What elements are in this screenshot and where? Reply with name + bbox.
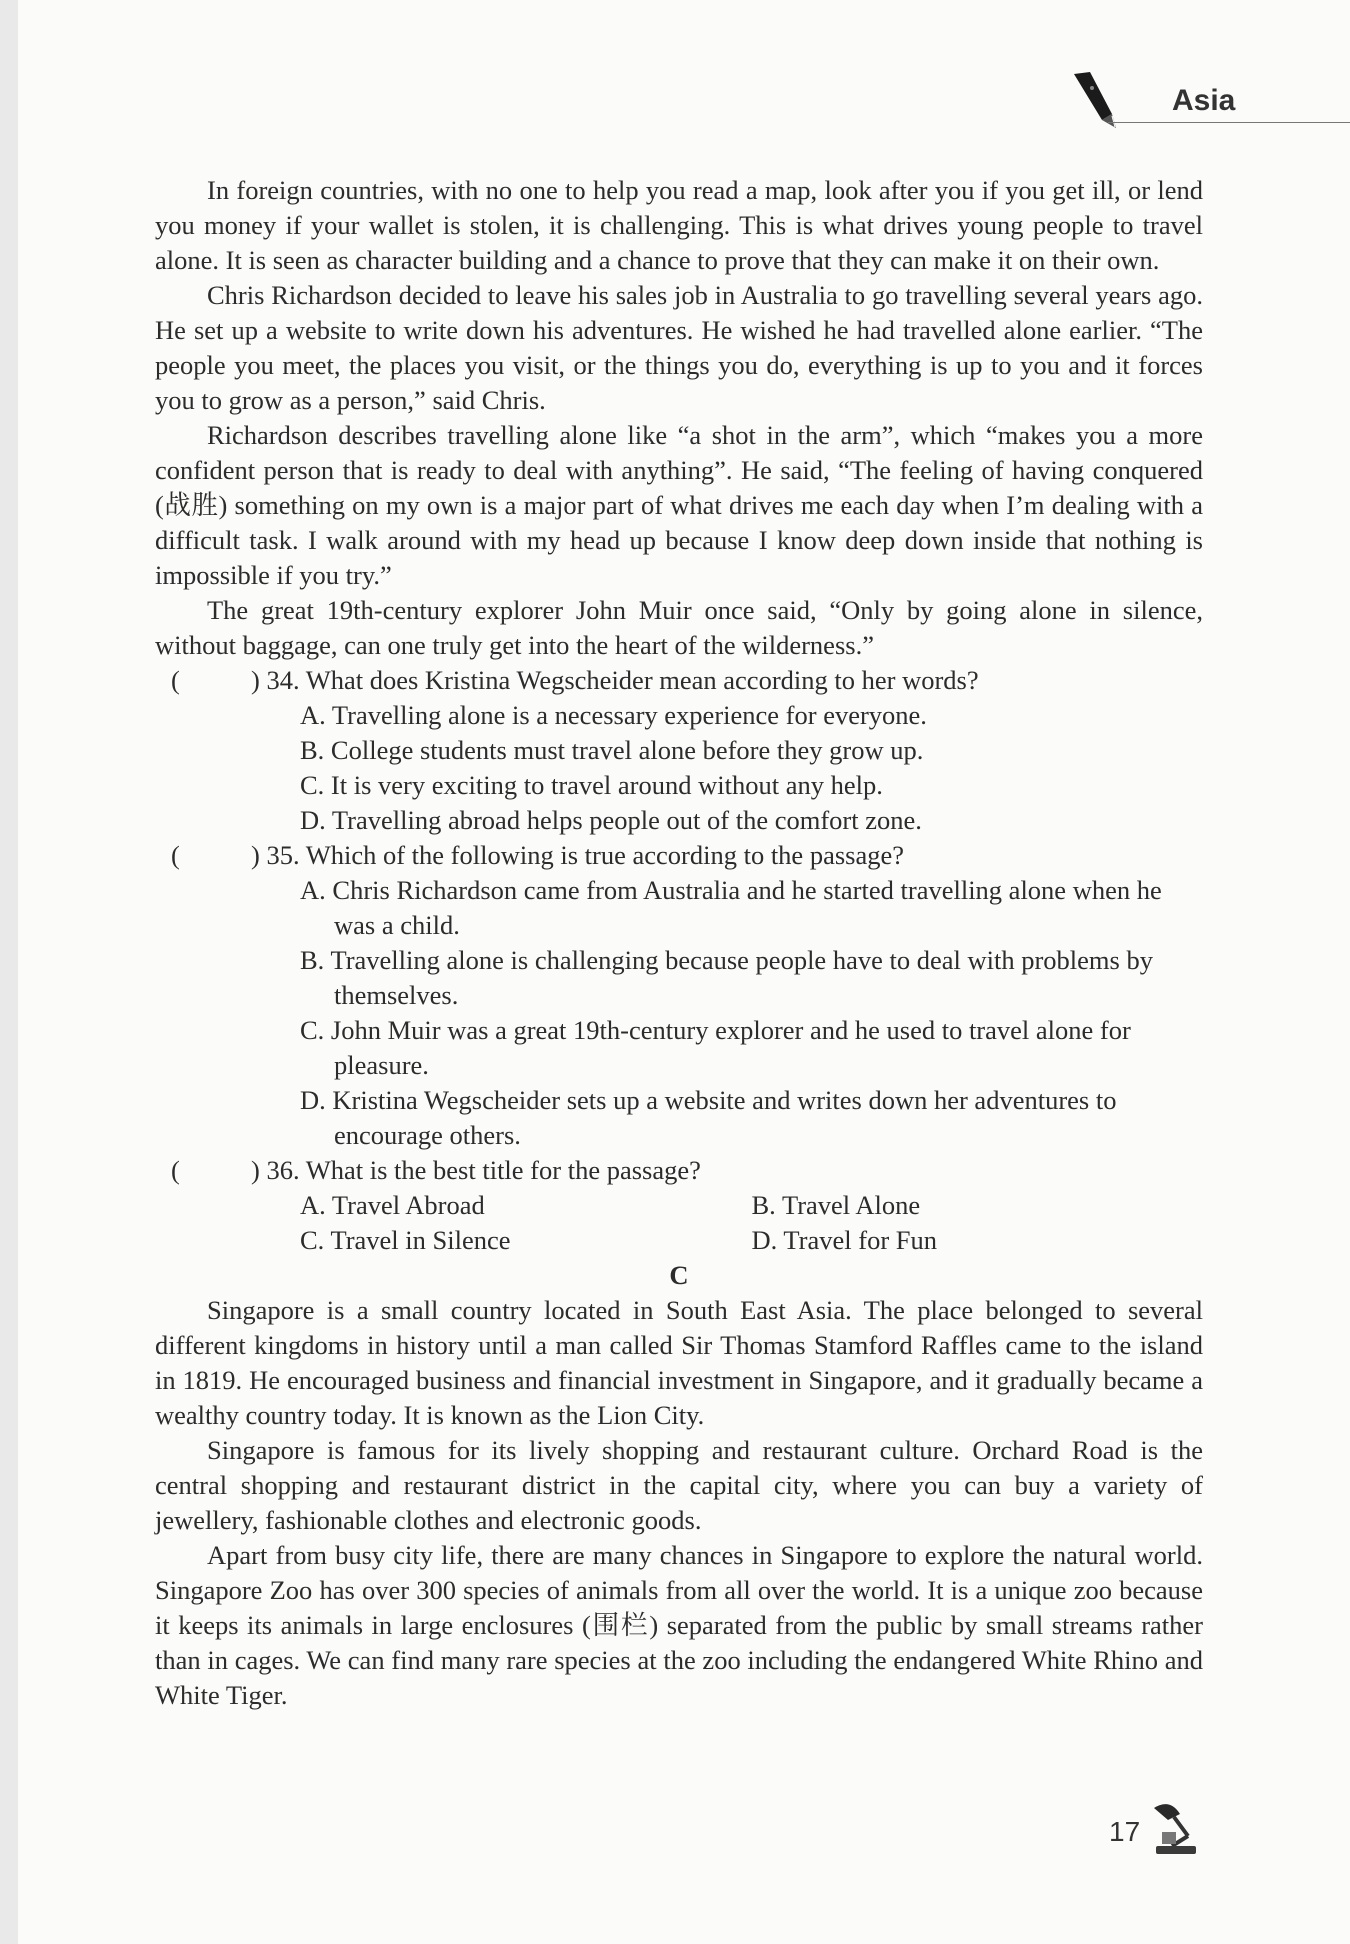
option-d: D. Travelling abroad helps people out of the comfort zone. <box>300 805 922 835</box>
passage-c-paragraph: Apart from busy city life, there are many chances in Singapore to explore the natural world. Singapore Zoo has over 300 species of animals from all over the world. It is a unique zoo because it keeps its animals in large enclosures (围栏) separated from the public by small streams rather than in cages. We can find many rare species at the zoo including the endangered White Rhino and White Tiger. <box>155 1540 1203 1710</box>
option-b: B. Travelling alone is challenging because people have to deal with problems by themselves. <box>300 945 1153 1010</box>
question-stem: ) 35. Which of the following is true according to the passage? <box>251 840 904 870</box>
header-rule <box>1108 122 1350 123</box>
passage-b-paragraph: Chris Richardson decided to leave his sales job in Australia to go travelling several years ago. He set up a website to write down his adventures. He wished he had travelled alone earlier. “The people you meet, the places you visit, or the things you do, everything is up to you and it forces you to grow as a person,” said Chris. <box>155 280 1203 415</box>
page-number: 17 <box>1109 1816 1141 1847</box>
section-title: Asia <box>1172 84 1236 117</box>
passage-b-paragraph: Richardson describes travelling alone like “a shot in the arm”, which “makes you a more confident person that is ready to deal with anything”. He said, “The feeling of having conquered (战胜) something on my own is a major part of what drives me each day when I’m dealing with a difficult task. I walk around with my head up because I know deep down inside that nothing is impossible if you try.” <box>155 420 1203 590</box>
answer-bracket[interactable]: ( <box>171 840 180 870</box>
passage-c-heading: C <box>669 1260 689 1290</box>
answer-bracket[interactable]: ( <box>171 1155 180 1185</box>
page-footer <box>1094 1800 1214 1860</box>
question-35 <box>155 838 1203 873</box>
question-36 <box>155 1153 1203 1188</box>
passage-c-paragraph: Singapore is a small country located in South East Asia. The place belonged to several different kingdoms in history until a man called Sir Thomas Stamford Raffles came to the island in 1819. He encouraged business and financial investment in Singapore, and it gradually became a wealthy country today. It is known as the Lion City. <box>155 1295 1203 1430</box>
option-c: C. John Muir was a great 19th-century explorer and he used to travel alone for pleasure. <box>300 1015 1131 1080</box>
option-a: A. Chris Richardson came from Australia and he started travelling alone when he was a child. <box>300 875 1162 940</box>
option-c: C. It is very exciting to travel around without any help. <box>300 770 883 800</box>
option-d: D. Kristina Wegscheider sets up a website and writes down her adventures to encourage others. <box>300 1085 1117 1150</box>
passage-b-paragraph: The great 19th-century explorer John Muir once said, “Only by going alone in silence, without baggage, can one truly get into the heart of the wilderness.” <box>155 595 1203 660</box>
option-a: A. Travelling alone is a necessary experience for everyone. <box>300 700 927 730</box>
page-header <box>1068 70 1350 130</box>
page <box>18 0 1350 1944</box>
option-b: B. College students must travel alone before they grow up. <box>300 735 924 765</box>
option-b: B. Travel Alone <box>751 1190 921 1220</box>
desk-lamp-icon <box>1146 1800 1204 1858</box>
question-34 <box>155 663 1203 698</box>
question-stem: ) 36. What is the best title for the passage? <box>251 1155 701 1185</box>
passage-c-paragraph: Singapore is famous for its lively shopping and restaurant culture. Orchard Road is the central shopping and restaurant district in the capital city, where you can buy a variety of jewellery, fashionable clothes and electronic goods. <box>155 1435 1203 1535</box>
page-content <box>155 173 1203 1713</box>
option-a: A. Travel Abroad <box>300 1190 485 1220</box>
answer-bracket[interactable]: ( <box>171 665 180 695</box>
option-row <box>300 1188 1203 1223</box>
option-d: D. Travel for Fun <box>751 1225 938 1255</box>
fountain-pen-icon <box>1068 70 1128 136</box>
question-stem: ) 34. What does Kristina Wegscheider mean according to her words? <box>251 665 979 695</box>
option-row <box>300 1223 1203 1258</box>
passage-b-paragraph: In foreign countries, with no one to help you read a map, look after you if you get ill, or lend you money if your wallet is stolen, it is challenging. This is what drives young people to travel alone. It is seen as character building and a chance to prove that they can make it on their own. <box>155 175 1203 275</box>
option-c: C. Travel in Silence <box>300 1225 511 1255</box>
